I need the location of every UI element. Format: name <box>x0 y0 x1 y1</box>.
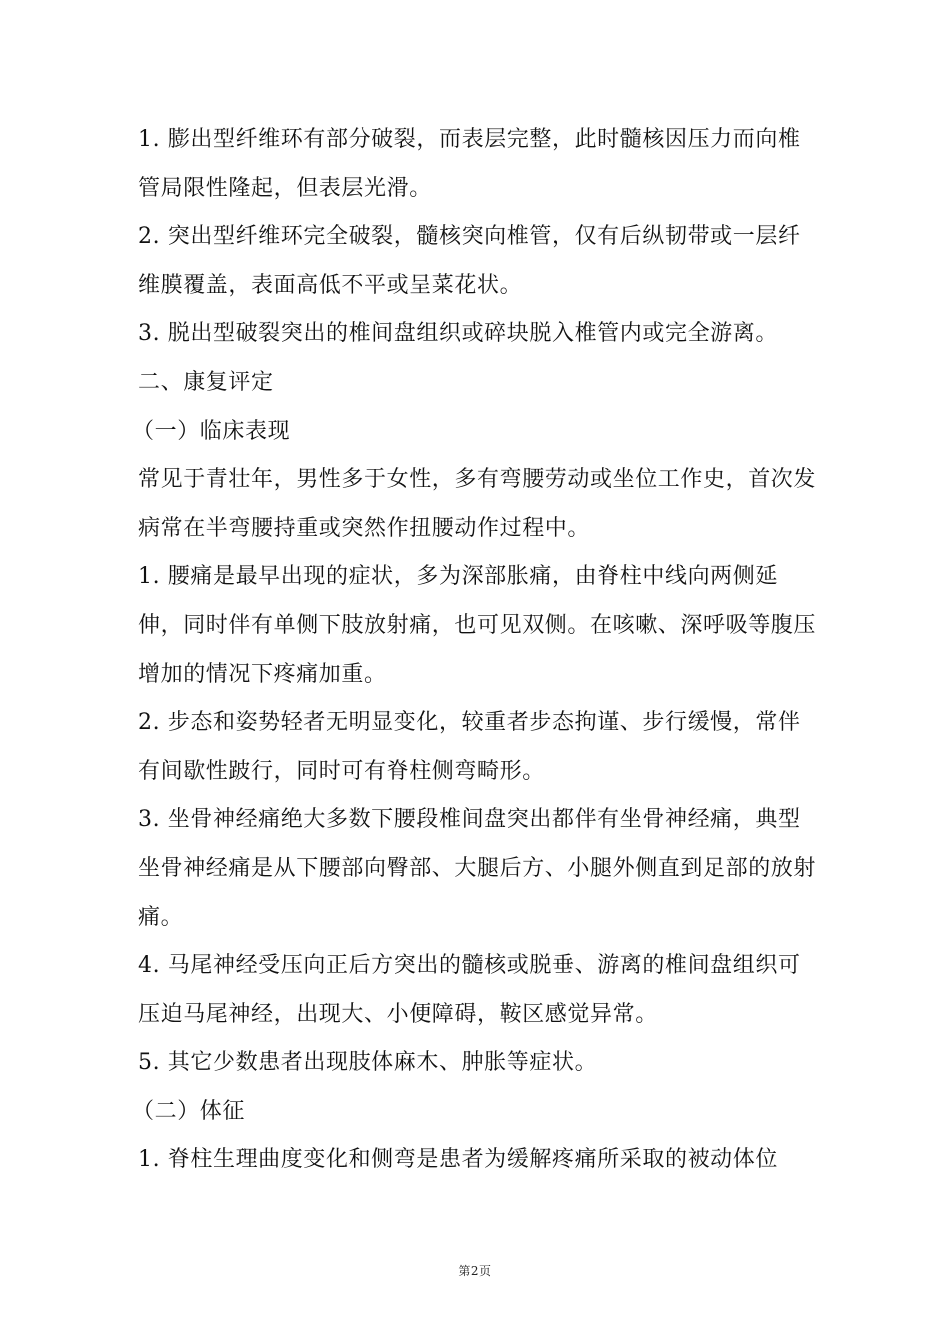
section-heading-rehab-assessment: 二、康复评定 <box>138 369 274 395</box>
paragraph-sciatica: 3. 坐骨神经痛绝大多数下腰段椎间盘突出都伴有坐骨神经痛，典型坐骨神经痛是从下腰部向臀部、大腿后方、小腿外侧直到足部的放射痛。 <box>138 807 817 930</box>
subsection-heading-clinical-manifestations: （一）临床表现 <box>132 418 291 444</box>
paragraph-other-symptoms: 5. 其它少数患者出现肢体麻木、肿胀等症状。 <box>138 1050 598 1076</box>
paragraph-extrusion-type: 3. 脱出型破裂突出的椎间盘组织或碎块脱入椎管内或完全游离。 <box>138 321 778 347</box>
paragraph-gait-posture: 2. 步态和姿势轻者无明显变化，较重者步态拘谨、步行缓慢，常伴有间歇性跛行，同时可有脊柱侧弯畸形。 <box>138 710 801 784</box>
paragraph-epidemiology: 常见于青壮年，男性多于女性，多有弯腰劳动或坐位工作史，首次发病常在半弯腰持重或突然作扭腰动作过程中。 <box>138 467 817 541</box>
paragraph-protrusion-type: 2. 突出型纤维环完全破裂，髓核突向椎管，仅有后纵韧带或一层纤维膜覆盖，表面高低不平或呈菜花状。 <box>138 224 801 298</box>
paragraph-bulging-type: 1. 膨出型纤维环有部分破裂，而表层完整，此时髓核因压力而向椎管局限性隆起，但表层光滑。 <box>138 127 801 201</box>
paragraph-low-back-pain: 1. 腰痛是最早出现的症状，多为深部胀痛，由脊柱中线向两侧延伸，同时伴有单侧下肢放射痛，也可见双侧。在咳嗽、深呼吸等腹压增加的情况下疼痛加重。 <box>138 564 817 687</box>
paragraph-spinal-curvature: 1. 脊柱生理曲度变化和侧弯是患者为缓解疼痛所采取的被动体位 <box>138 1147 778 1173</box>
paragraph-cauda-equina: 4. 马尾神经受压向正后方突出的髓核或脱垂、游离的椎间盘组织可压迫马尾神经，出现大、小便障碍，鞍区感觉异常。 <box>138 953 801 1027</box>
subsection-heading-signs: （二）体征 <box>132 1098 246 1124</box>
page-number-footer: 第2页 <box>458 1264 492 1278</box>
document-body <box>132 116 818 1185</box>
